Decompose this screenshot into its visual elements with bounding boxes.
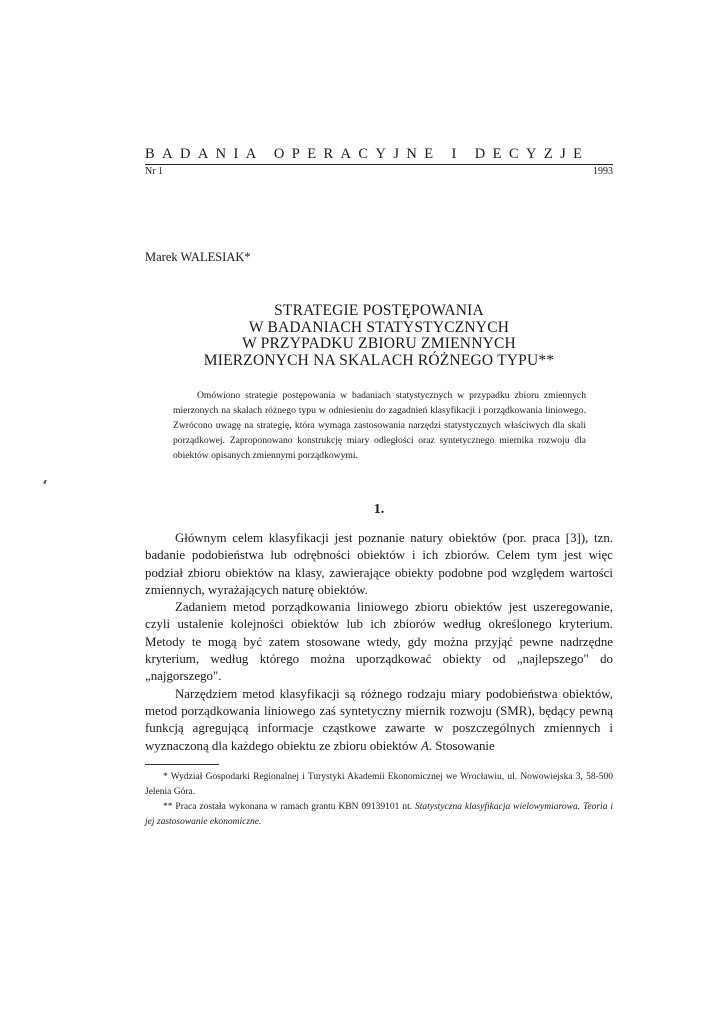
title-line: W BADANIACH STATYSTYCZNYCH [248,318,510,336]
body-text-run: Narzędziem metod klasyfikacji są różnego rodzaju miary podobieństwa obiektów, metod porządkowania liniowego zaś syntetyczny miernik rozwoju (SMR), będący pewną funkcją agregującą informacje cząstkowe zawarte w poszczególnych zmiennych i wyznaczoną dla każdego obiektu ze zbioru obiektów [145,686,613,753]
title-line: MIERZONYCH NA SKALACH RÓŻNEGO TYPU** [203,351,555,369]
issue-year: 1993 [593,166,613,177]
body-paragraph [145,686,613,755]
abstract [173,388,586,463]
set-symbol: A [420,738,429,753]
body-paragraph: Głównym celem klasyfikacji jest poznanie natury obiektów (por. praca [3]), tzn. badanie podobieństwa lub odrębności obiektów i ich zbiorów. Celem tym jest więc podział zbioru obiektów na klasy, zawierające obiekty podobne pod względem wartości zmiennych, wyrażających naturę obiektów. [145,531,613,597]
grant-title: Statystyczna klasyfikacja wielowymiarowa. Teoria i jej zastosowanie ekonomiczne. [145,802,613,827]
paper-title [145,303,613,369]
abstract-text: Omówiono strategie postępowania w badaniach statystycznych w przypadku zbioru zmiennych mierzonych na skalach różnego typu w odniesieniu do zagadnień klasyfikacji i porządkowania liniowego. Zwrócono uwagę na strategię, która wymaga zastosowania narzędzi statystycznych właściwych dla skali porządkowej. Zaproponowano konstrukcję miary odległości oraz syntetycznego miernika rozwoju dla obiektów opisanych zmiennymi porządkowymi. [173,390,586,461]
footnote-affiliation: * Wydział Gospodarki Regionalnej i Turystyki Akademii Ekonomicznej we Wrocławiu, ul. Nowowiejska 3, 58-500 Jelenia Góra. [145,772,613,797]
body-paragraph: Zadaniem metod porządkowania liniowego zbioru obiektów jest uszeregowanie, czyli ustalenie kolejności obiektów lub ich zbiorów według określonego kryterium. Metody te mogą być zatem stosowane wtedy, gdy można przyjąć pewne nadrzędne kryterium, według którego można uporządkować obiekty od „najlepszego" do „najgorszego". [145,600,613,684]
issue-row [145,166,613,178]
issue-number: Nr 1 [145,166,164,177]
title-line: W PRZYPADKU ZBIORU ZMIENNYCH [242,335,516,352]
footnote-text: ** Praca została wykonana w ramach grantu KBN 09139101 nt. [163,802,415,812]
journal-title: BADANIA OPERACYJNE I DECYZJE [145,146,590,162]
author-name: Marek WALESIAK* [145,250,251,264]
body-text [145,530,613,755]
body-text-run: . Stosowanie [428,738,495,753]
section-heading: 1. [373,502,385,517]
title-line: STRATEGIE POSTĘPOWANIA [274,302,484,319]
footnote-rule [145,764,219,765]
footnote-grant [145,800,613,830]
scan-speck [43,480,47,484]
header-rule [145,164,613,165]
footnotes [145,770,613,830]
